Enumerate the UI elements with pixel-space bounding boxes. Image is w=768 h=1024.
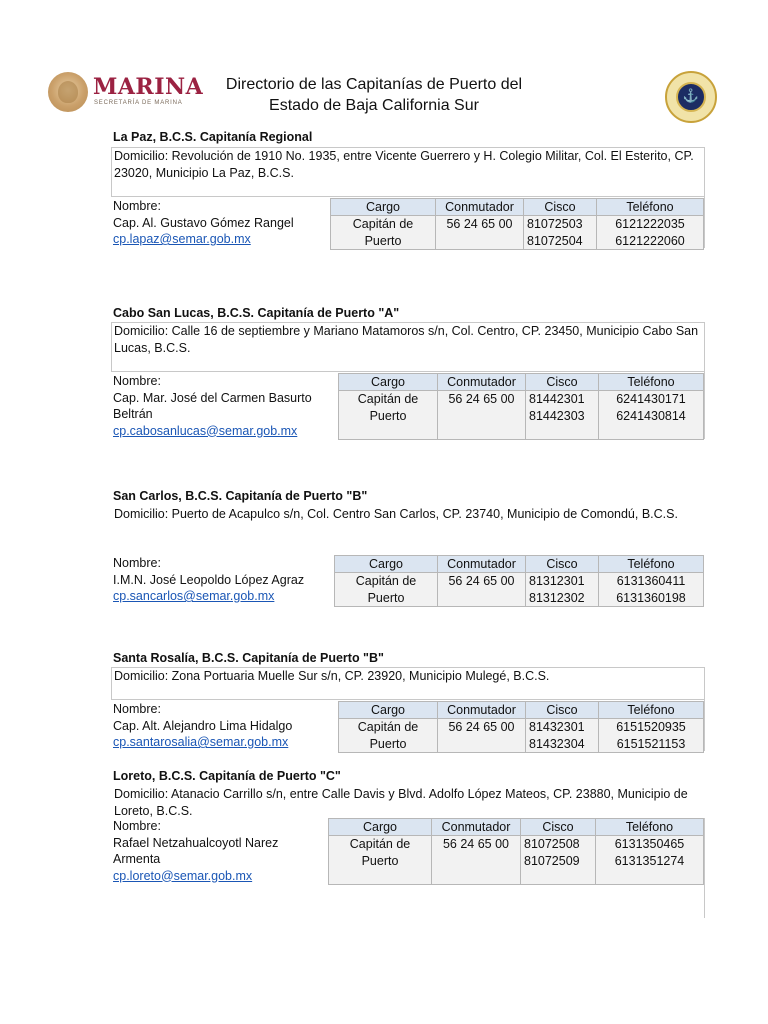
cell-cargo: Capitán de Puerto (331, 216, 436, 250)
header-conmutador: Conmutador (438, 374, 526, 391)
address-box (111, 667, 705, 700)
header-cargo: Cargo (339, 374, 438, 391)
address-box (111, 505, 705, 555)
contact-table (330, 198, 704, 250)
contact-block (113, 555, 333, 605)
marina-logo (48, 70, 204, 116)
cell-telefono: 6151520935 6151521153 (599, 719, 704, 753)
header-cisco: Cisco (526, 374, 599, 391)
cell-cargo: Capitán de Puerto (329, 836, 432, 885)
contact-email-link[interactable]: cp.loreto@semar.gob.mx (113, 868, 253, 883)
header-conmutador: Conmutador (436, 199, 524, 216)
header-cisco: Cisco (524, 199, 597, 216)
nombre-label: Nombre: (113, 374, 161, 388)
cell-cargo: Capitán de Puerto (339, 719, 438, 753)
naval-seal-icon (665, 71, 717, 123)
header-telefono: Teléfono (596, 819, 704, 836)
section-title: La Paz, B.C.S. Capitanía Regional (113, 130, 313, 144)
address-box (111, 322, 705, 372)
contact-table (334, 555, 704, 607)
cell-conmutador: 56 24 65 00 (432, 836, 521, 885)
header-telefono: Teléfono (597, 199, 704, 216)
header-telefono: Teléfono (599, 556, 704, 573)
address-box (111, 785, 705, 818)
contact-name: Rafael Netzahualcoyotl Narez Armenta (113, 835, 279, 866)
section-title: Santa Rosalía, B.C.S. Capitanía de Puerto "B" (113, 651, 384, 665)
contact-email-link[interactable]: cp.sancarlos@semar.gob.mx (113, 589, 275, 603)
address-text: Domicilio: Revolución de 1910 No. 1935, entre Vicente Guerrero y H. Colegio Militar, Col. El Esterito, CP. 23020, Municipio La Paz, B.C.S. (114, 149, 694, 180)
header-cisco: Cisco (521, 819, 596, 836)
nombre-label: Nombre: (113, 702, 161, 716)
header-conmutador: Conmutador (438, 556, 526, 573)
cell-cargo: Capitán de Puerto (339, 391, 438, 440)
nombre-label: Nombre: (113, 819, 161, 833)
cell-conmutador: 56 24 65 00 (436, 216, 524, 250)
cell-telefono: 6241430171 6241430814 (599, 391, 704, 440)
logo-subtitle: SECRETARÍA DE MARINA (94, 100, 183, 106)
logo-wordmark: MARINA (93, 74, 204, 100)
cell-cargo: Capitán de Puerto (335, 573, 438, 607)
contact-block (113, 701, 335, 751)
contact-name: Cap. Alt. Alejandro Lima Hidalgo (113, 718, 293, 733)
contact-table (338, 373, 704, 440)
address-text: Domicilio: Zona Portuaria Muelle Sur s/n, CP. 23920, Municipio Mulegé, B.C.S. (114, 669, 550, 683)
title-line-1: Directorio de las Capitanías de Puerto del (225, 76, 523, 93)
cell-telefono: 6121222035 6121222060 (597, 216, 704, 250)
address-text: Domicilio: Atanacio Carrillo s/n, entre Calle Davis y Blvd. Adolfo López Mateos, CP. 23880, Municipio de Loreto, B.C.S. (114, 787, 688, 818)
cell-cisco: 81432301 81432304 (526, 719, 599, 753)
cell-conmutador: 56 24 65 00 (438, 719, 526, 753)
nombre-label: Nombre: (113, 556, 161, 570)
nombre-label: Nombre: (113, 199, 161, 213)
header-conmutador: Conmutador (438, 702, 526, 719)
cell-telefono: 6131360411 6131360198 (599, 573, 704, 607)
header-cargo: Cargo (331, 199, 436, 216)
contact-table (338, 701, 704, 753)
cell-cisco: 81072508 81072509 (521, 836, 596, 885)
contact-block (113, 373, 335, 439)
contact-table (328, 818, 704, 885)
address-text: Domicilio: Calle 16 de septiembre y Mariano Matamoros s/n, Col. Centro, CP. 23450, Municipio Cabo San Lucas, B.C.S. (114, 324, 699, 355)
header-telefono: Teléfono (599, 374, 704, 391)
section-title: Loreto, B.C.S. Capitanía de Puerto "C" (113, 769, 341, 783)
cell-conmutador: 56 24 65 00 (438, 391, 526, 440)
contact-name: Cap. Mar. José del Carmen Basurto Beltrán (113, 390, 312, 421)
address-text: Domicilio: Puerto de Acapulco s/n, Col. Centro San Carlos, CP. 23740, Municipio de Comondú, B.C.S. (114, 507, 678, 521)
header-cisco: Cisco (526, 556, 599, 573)
contact-email-link[interactable]: cp.lapaz@semar.gob.mx (113, 232, 251, 246)
section-title: Cabo San Lucas, B.C.S. Capitanía de Puerto "A" (113, 306, 400, 320)
cell-telefono: 6131350465 6131351274 (596, 836, 704, 885)
cell-cisco: 81312301 81312302 (526, 573, 599, 607)
header-conmutador: Conmutador (432, 819, 521, 836)
cell-cisco: 81072503 81072504 (524, 216, 597, 250)
contact-email-link[interactable]: cp.santarosalia@semar.gob.mx (113, 735, 289, 749)
eagle-emblem-icon (48, 72, 88, 112)
cell-cisco: 81442301 81442303 (526, 391, 599, 440)
header-cargo: Cargo (335, 556, 438, 573)
contact-name: I.M.N. José Leopoldo López Agraz (113, 572, 305, 587)
address-box (111, 147, 705, 197)
contact-name: Cap. Al. Gustavo Gómez Rangel (113, 215, 294, 230)
header-telefono: Teléfono (599, 702, 704, 719)
header-cargo: Cargo (339, 702, 438, 719)
contact-email-link[interactable]: cp.cabosanlucas@semar.gob.mx (113, 423, 298, 438)
anchor-icon: ⚓ (682, 88, 700, 103)
page-title (200, 74, 548, 116)
contact-block (113, 818, 325, 884)
header-cisco: Cisco (526, 702, 599, 719)
cell-conmutador: 56 24 65 00 (438, 573, 526, 607)
header-cargo: Cargo (329, 819, 432, 836)
title-line-2: Estado de Baja California Sur (269, 97, 479, 114)
contact-block (113, 198, 328, 248)
section-title: San Carlos, B.C.S. Capitanía de Puerto "B" (113, 489, 368, 503)
